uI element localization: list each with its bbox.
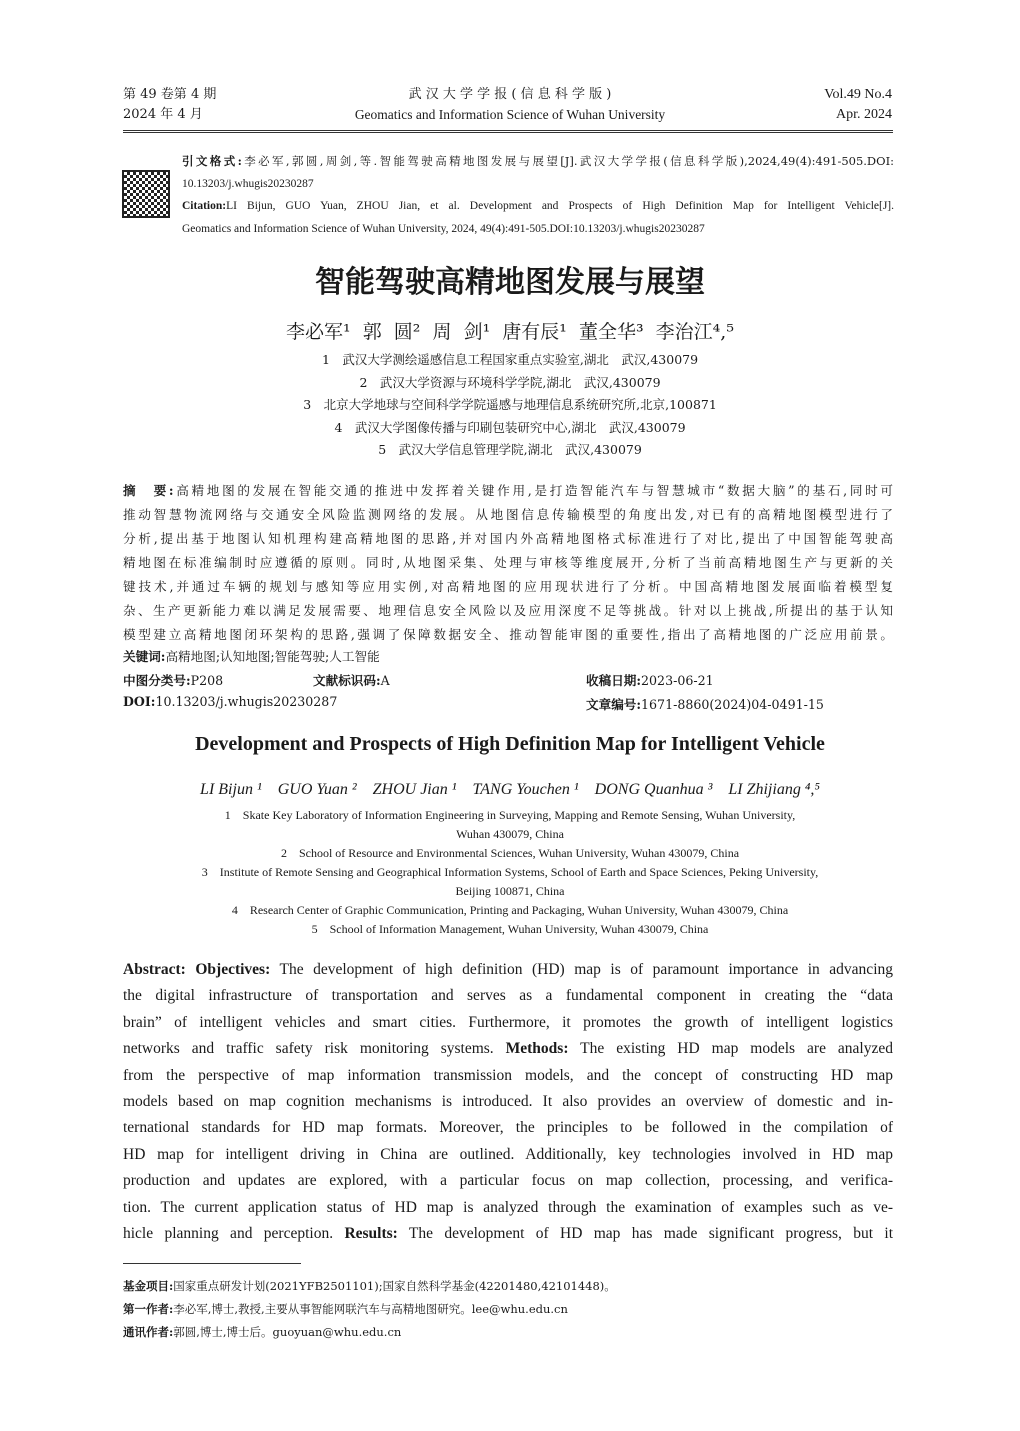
- footnote-label: 通讯作者:: [123, 1325, 174, 1339]
- abstract-section-label: Methods:: [505, 1040, 569, 1058]
- abstract-en-line: [123, 1195, 893, 1221]
- abstract-section-label: Results:: [344, 1225, 398, 1243]
- abstract-cn-line: [123, 503, 893, 527]
- received-date: 收稿日期:2023-06-21: [586, 673, 714, 688]
- abstract-cn: [123, 479, 893, 647]
- affiliation-cn: 5 武汉大学信息管理学院,湖北 武汉,430079: [378, 442, 642, 457]
- doi: DOI:10.13203/j.whugis20230287: [123, 694, 338, 709]
- footnotes: [123, 1275, 616, 1344]
- abstract-section-label: Abstract: Objectives:: [123, 961, 271, 978]
- issue-info-en: [824, 85, 892, 125]
- abstract-en-line: [123, 1089, 893, 1115]
- journal-name-en: Geomatics and Information Science of Wuhan University: [354, 107, 666, 122]
- abstract-en-line: [123, 1115, 893, 1141]
- abstract-cn-line: [123, 479, 893, 503]
- abstract-text: 推动智慧物流网络与交通安全风险监测网络的发展。从地图信息传输模型的角度出发,对已有的高精地图模型进行了: [123, 507, 893, 522]
- issue-info: [123, 85, 216, 125]
- affiliation-en: Beijing 100871, China: [455, 884, 565, 898]
- qr-code-icon: [124, 172, 168, 216]
- abstract-cn-line: [123, 623, 893, 647]
- affiliation-en: 1 Skate Key Laboratory of Information Engineering in Surveying, Mapping and Remote Sensing, Wuhan University,: [224, 808, 796, 822]
- author-en: LI Bijun ¹: [200, 781, 262, 798]
- article-number: 文章编号:1671-8860(2024)04-0491-15: [586, 697, 824, 712]
- abstract-text: from the perspective of map information transmission models, and the concept of constructing HD map: [123, 1066, 893, 1084]
- footnote-text: 李必军,博士,教授,主要从事智能网联汽车与高精地图研究。lee@whu.edu.cn: [173, 1302, 568, 1316]
- abstract-text: brain” of intelligent vehicles and smart cities. Furthermore, it promotes the growth of intelligent logistics: [123, 1013, 893, 1031]
- abstract-text: The development of high definition (HD) map is of paramount importance in advancing: [270, 961, 893, 978]
- abstract-text: ternational standards for HD map formats. Moreover, the principles to be followed in the compilation of: [123, 1119, 893, 1137]
- abstract-en-line: [123, 1168, 893, 1194]
- abstract-text: 模型建立高精地图闭环架构的思路,强调了保障数据安全、推动智能审图的重要性,指出了高精地图的广泛应用前景。: [123, 627, 893, 642]
- abstract-en-line: [123, 1142, 893, 1168]
- abstract-en-line: [123, 983, 893, 1009]
- abstract-text: the digital infrastructure of transportation and serves as a fundamental component in creating the “data: [123, 987, 893, 1005]
- footnote-rule: [123, 1263, 301, 1264]
- abstract-en-line: [123, 1010, 893, 1036]
- clc-number: 中图分类号:P208: [123, 673, 224, 688]
- footnote-label: 第一作者:: [123, 1302, 174, 1316]
- citation-cn-doi: 10.13203/j.whugis20230287: [182, 177, 314, 190]
- footnote: [123, 1321, 616, 1344]
- header-rule: [123, 130, 893, 136]
- abstract-text: networks and traffic safety risk monitoring systems.: [123, 1040, 506, 1058]
- title-cn: 智能驾驶高精地图发展与展望: [315, 265, 705, 300]
- author-en: LI Zhijiang ⁴,⁵: [728, 781, 820, 798]
- affiliation-en: 2 School of Resource and Environmental Sciences, Wuhan University, Wuhan 430079, China: [280, 846, 740, 860]
- citation-cn: 引文格式:李必军,郭圆,周剑,等.智能驾驶高精地图发展与展望[J].武汉大学学报(信息科学版),2024,49(4):491-505.DOI:: [182, 154, 895, 168]
- citation-en: Citation:LI Bijun, GUO Yuan, ZHOU Jian, et al. Development and Prospects of High Definition Map for Intelligent Vehicle[J].: [182, 200, 894, 212]
- author-en: GUO Yuan ²: [277, 781, 357, 798]
- affiliations-en: [0, 806, 1020, 939]
- abstract-en: [123, 957, 893, 1247]
- abstract-cn-line: [123, 599, 893, 623]
- date-en: Apr. 2024: [836, 107, 892, 122]
- keywords-cn: 关键词:高精地图;认知地图;智能驾驶;人工智能: [123, 649, 380, 664]
- issue-volume: 第 49 卷第 4 期: [123, 87, 217, 102]
- authors-cn: 李必军¹ 郭 圆² 周 剑¹ 唐有辰¹ 董全华³ 李治江⁴,⁵: [286, 321, 734, 343]
- abstract-en-line: [123, 1036, 893, 1062]
- abstract-en-line: [123, 1221, 893, 1247]
- author-en: ZHOU Jian ¹: [372, 781, 457, 798]
- abstract-text: 杂、生产更新能力难以满足发展需要、地理信息安全风险以及应用深度不足等挑战。针对以上挑战,所提出的基于认知: [123, 603, 893, 618]
- abstract-text: 分析,提出基于地图认知机理构建高精地图的思路,并对国内外高精地图格式标准进行了对比,提出了中国智能驾驶高: [123, 531, 893, 546]
- affiliation-cn: 1 武汉大学测绘遥感信息工程国家重点实验室,湖北 武汉,430079: [321, 352, 699, 367]
- affiliation-en: 4 Research Center of Graphic Communication, Printing and Packaging, Wuhan University, Wuhan 430079, China: [231, 903, 789, 917]
- abstract-en-line: [123, 957, 893, 983]
- journal-name-cn: 武 汉 大 学 学 报 ( 信 息 科 学 版 ): [408, 87, 612, 102]
- volume-en: Vol.49 No.4: [824, 87, 892, 102]
- footnote: [123, 1275, 616, 1298]
- document-code: 文献标识码:A: [313, 673, 390, 688]
- citation-en-source: Geomatics and Information Science of Wuhan University, 2024, 49(4):491-505.DOI:10.13203/j.whugis20230287: [182, 222, 705, 235]
- affiliation-en: 3 Institute of Remote Sensing and Geographical Information Systems, School of Earth and Space Sciences, Peking University,: [201, 865, 819, 879]
- abstract-text: 高精地图的发展在智能交通的推进中发挥着关键作用,是打造智能汽车与智慧城市“数据大脑”的基石,同时可: [173, 483, 893, 498]
- footnote-text: 郭圆,博士,博士后。guoyuan@whu.edu.cn: [173, 1325, 402, 1339]
- affiliation-en: Wuhan 430079, China: [456, 827, 564, 841]
- abstract-text: 精地图在标准编制时应遵循的原则。同时,从地图采集、处理与审核等维度展开,分析了当前高精地图生产与更新的关: [123, 555, 893, 570]
- affiliations-cn: [0, 349, 1020, 462]
- footnote: [123, 1298, 616, 1321]
- citation-block: [182, 150, 894, 240]
- abstract-cn-line: [123, 527, 893, 551]
- abstract-label: 摘 要:: [123, 483, 174, 498]
- footnote-text: 国家重点研发计划(2021YFB2501101);国家自然科学基金(42201480,42101448)。: [173, 1279, 616, 1293]
- affiliation-cn: 4 武汉大学图像传播与印刷包装研究中心,湖北 武汉,430079: [334, 419, 686, 435]
- abstract-cn-line: [123, 551, 893, 575]
- abstract-text: The development of HD map has made significant progress, but it: [397, 1225, 893, 1243]
- abstract-text: models based on map cognition mechanisms is introduced. It also provides an overview of domestic and in-: [123, 1093, 893, 1111]
- author-en: DONG Quanhua ³: [594, 781, 713, 798]
- abstract-text: hicle planning and perception.: [123, 1225, 345, 1243]
- affiliation-en: 5 School of Information Management, Wuhan University, Wuhan 430079, China: [311, 922, 709, 936]
- abstract-text: HD map for intelligent driving in China are outlined. Additionally, key technologies involved in HD map: [123, 1145, 893, 1163]
- affiliation-cn: 2 武汉大学资源与环境科学学院,湖北 武汉,430079: [359, 374, 661, 390]
- abstract-text: The existing HD map models are analyzed: [568, 1040, 893, 1058]
- abstract-en-line: [123, 1063, 893, 1089]
- issue-date: 2024 年 4 月: [123, 107, 203, 122]
- abstract-text: production and updates are explored, with a particular focus on map collection, processing, and verifica-: [123, 1172, 893, 1190]
- abstract-cn-line: [123, 575, 893, 599]
- abstract-text: tion. The current application status of HD map is analyzed through the examination of examples such as ve-: [123, 1198, 893, 1216]
- authors-en: [0, 781, 1020, 799]
- author-en: TANG Youchen ¹: [472, 781, 579, 798]
- abstract-text: 键技术,并通过车辆的规划与感知等应用实例,对高精地图的应用现状进行了分析。中国高精地图发展面临着模型复: [123, 579, 893, 594]
- footnote-label: 基金项目:: [123, 1279, 174, 1293]
- affiliation-cn: 3 北京大学地球与空间科学学院遥感与地理信息系统研究所,北京,100871: [303, 397, 717, 412]
- title-en: Development and Prospects of High Definition Map for Intelligent Vehicle: [195, 733, 825, 755]
- journal-name: [300, 85, 720, 125]
